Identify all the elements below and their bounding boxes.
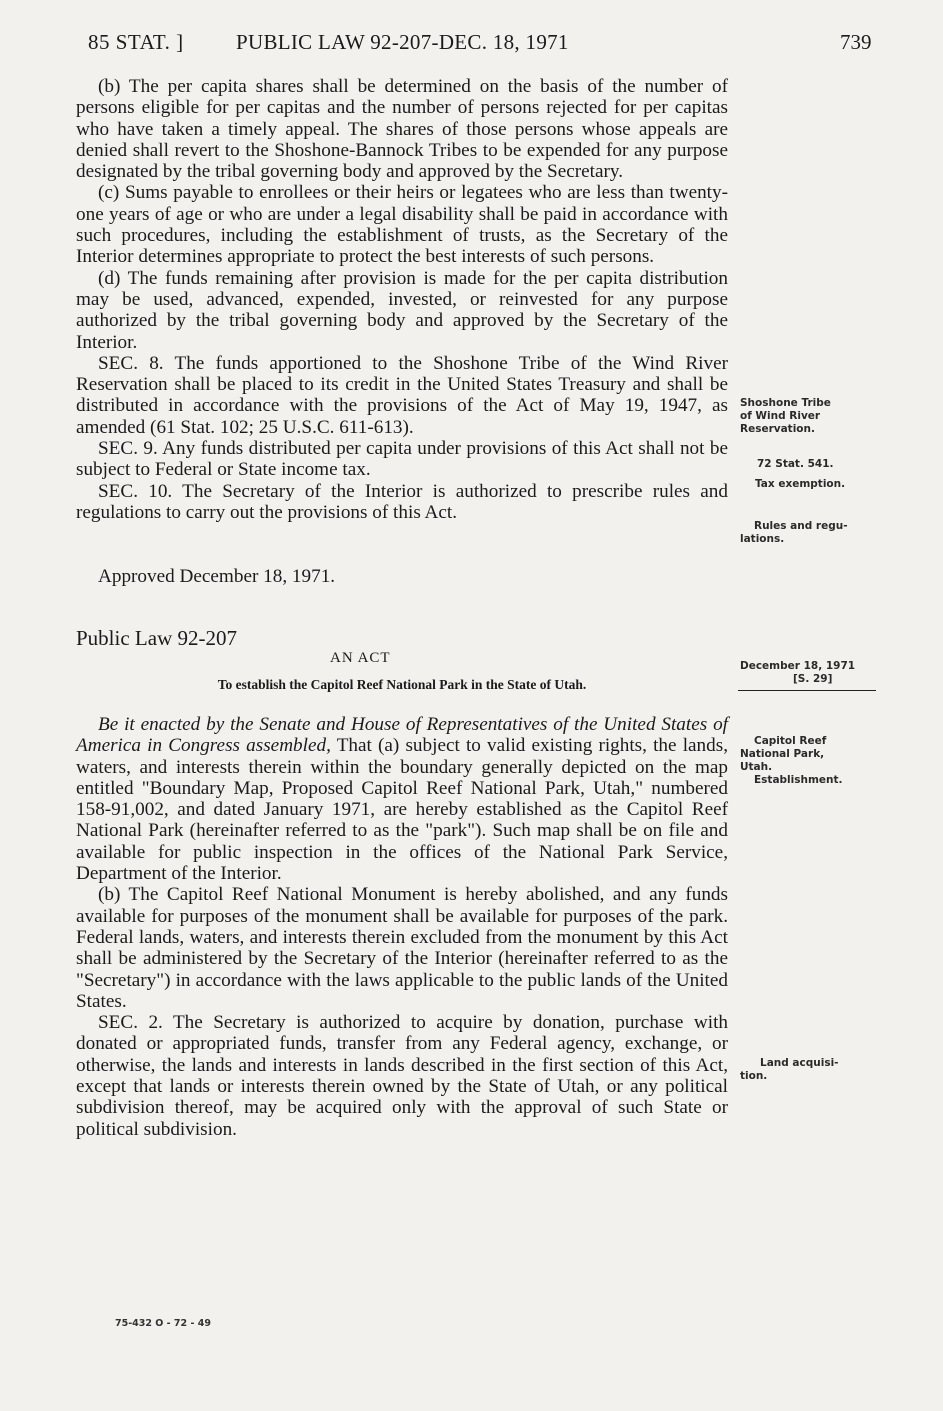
new-act-body: [76, 714, 728, 1140]
paragraph-b: (b) The per capita shares shall be determined on the basis of the number of persons eligible for per capitas and the number of persons rejected for per capitas who have taken a timely appeal. The shares of those persons whose appeals are denied shall revert to the Shoshone-Bannock Tribes to be expended for any purpose designated by the tribal governing body and approved by the Secretary.: [76, 76, 728, 183]
margin-line: Land acquisi-: [760, 1057, 839, 1069]
margin-line: Establishment.: [754, 774, 843, 786]
section-9: SEC. 9. Any funds distributed per capita under provisions of this Act shall not be subject to Federal or State income tax.: [76, 438, 728, 481]
margin-line: Shoshone Tribe: [740, 397, 831, 409]
enacting-paragraph: [76, 714, 728, 884]
approved-date: Approved December 18, 1971.: [98, 566, 336, 587]
paragraph-d: (d) The funds remaining after provision is made for the per capita distribution may be used, advanced, expended, invested, or reinvested for any purpose authorized by the tribal governing body and approved by the Secretary of the Interior.: [76, 267, 728, 353]
stat-reference: 85 STAT. ]: [88, 30, 184, 54]
margin-line: tion.: [740, 1070, 768, 1082]
enacting-clause: Be it enacted by the Senate and House of Representatives of the United States of America in Congress assembled,: [76, 714, 728, 757]
margin-note-bill: [S. 29]: [793, 673, 833, 685]
margin-note-date: December 18, 1971: [740, 660, 856, 672]
paragraph-c: (c) Sums payable to enrollees or their heirs or legatees who are less than twenty-one years of age or who are under a legal disability shall be paid in accordance with such procedures, including the establishment of trusts, as the Secretary of the Interior determines appropriate to protect the best interests of such persons.: [76, 182, 728, 268]
margin-note-land: [740, 1057, 839, 1083]
margin-line: Reservation.: [740, 423, 815, 435]
margin-line: of Wind River: [740, 410, 821, 422]
act-title: To establish the Capitol Reef National Park in the State of Utah.: [217, 677, 587, 692]
page-title: PUBLIC LAW 92-207-DEC. 18, 1971: [236, 30, 569, 54]
margin-line: lations.: [740, 533, 785, 545]
margin-line: Rules and regu-: [754, 520, 848, 532]
section-2: SEC. 2. The Secretary is authorized to acquire by donation, purchase with donated or appropriated funds, transfer from any Federal agency, exchange, or otherwise, the lands and interests in lands described in the first section of this Act, except that lands or interests therein owned by the State of Utah, or any political subdivision thereof, may be acquired only with the approval of such State or political subdivision.: [76, 1012, 728, 1140]
margin-note-capitol-reef: [740, 735, 843, 787]
margin-note-rules: [740, 520, 848, 546]
margin-line: National Park,: [740, 748, 825, 760]
section-10: SEC. 10. The Secretary of the Interior is authorized to prescribe rules and regulations to carry out the provisions of this Act.: [76, 480, 728, 523]
margin-note-stat: 72 Stat. 541.: [757, 458, 834, 470]
section-1a: That (a) subject to valid existing rights, the lands, waters, and interests therein within the boundary generally depicted on the map entitled "Boundary Map, Proposed Capitol Reef National Park, Utah," numbered 158-91,002, and dated January 1971, are hereby established as the Capitol Reef National Park (hereinafter referred to as the "park"). Such map shall be on file and available for public inspection in the offices of the National Park Service, Department of the Interior.: [76, 735, 728, 885]
print-code: 75-432 O - 72 - 49: [115, 1318, 211, 1329]
previous-act-body: [76, 76, 728, 523]
margin-note-tax: Tax exemption.: [755, 478, 846, 490]
margin-note-shoshone: [740, 397, 831, 436]
section-8: SEC. 8. The funds apportioned to the Shoshone Tribe of the Wind River Reservation shall be placed to its credit in the United States Treasury and shall be distributed in accordance with the provisions of the Act of May 19, 1947, as amended (61 Stat. 102; 25 U.S.C. 611-613).: [76, 352, 728, 438]
public-law-number: Public Law 92-207: [76, 626, 237, 650]
margin-line: Utah.: [740, 761, 773, 773]
section-1b: (b) The Capitol Reef National Monument is hereby abolished, and any funds available for purposes of the monument shall be available for purposes of the park. Federal lands, waters, and interests therein excluded from the monument by this Act shall be administered by the Secretary of the Interior (hereinafter referred to as the "Secretary") in accordance with the laws applicable to the public lands of the United States.: [76, 884, 728, 1012]
margin-line: Capitol Reef: [754, 735, 827, 747]
page-number: 739: [840, 30, 872, 54]
margin-rule: [738, 690, 876, 691]
act-heading: AN ACT: [330, 650, 391, 666]
